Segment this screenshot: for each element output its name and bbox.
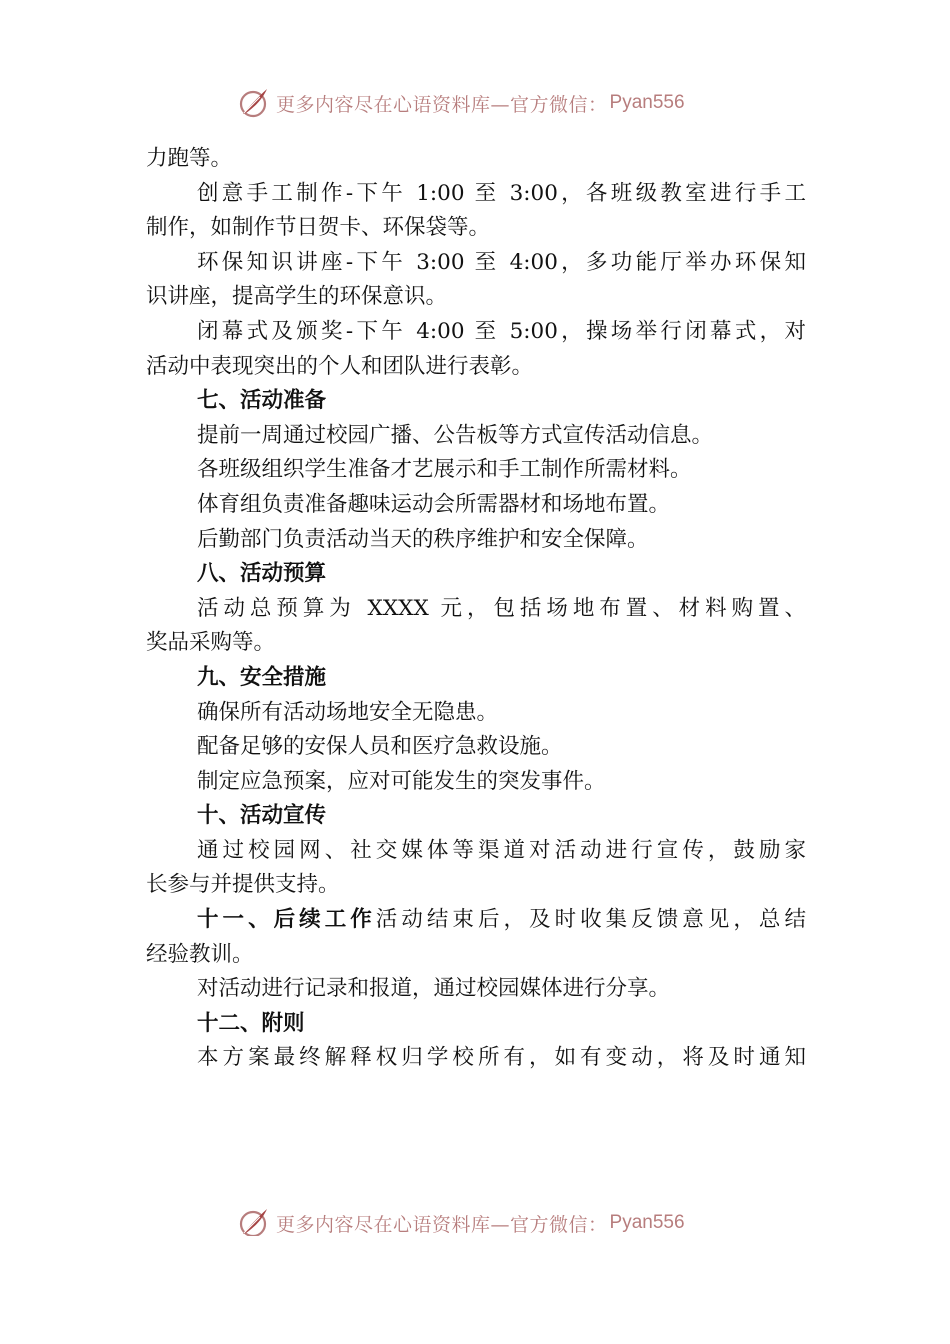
section-heading-8: 八、活动预算	[197, 561, 327, 587]
section-heading-10: 十、活动宣传	[197, 803, 327, 829]
paragraph-line: 长参与并提供支持。	[146, 872, 340, 898]
paragraph-line-with-heading-11	[146, 903, 806, 938]
paragraph-line: 奖品采购等。	[146, 630, 276, 656]
paragraph-line: 活动总预算为 XXXX 元，包括场地布置、材料购置、	[197, 595, 806, 621]
paragraph-line: 创意手工制作-下午 1:00 至 3:00，各班级教室进行手工	[197, 180, 806, 206]
paragraph-line: 环保知识讲座-下午 3:00 至 4:00，多功能厅举办环保知	[197, 249, 806, 275]
paragraph-line: 闭幕式及颁奖-下午 4:00 至 5:00，操场举行闭幕式，对	[197, 318, 806, 344]
quill-pen-logo-icon	[236, 1206, 270, 1236]
paragraph-line: 力跑等。	[146, 146, 233, 171]
paragraph-line: 识讲座，提高学生的环保意识。	[146, 284, 448, 310]
section-heading-12: 十二、附则	[197, 1010, 305, 1036]
document-body	[146, 142, 806, 1076]
watermark-footer	[236, 1206, 685, 1236]
paragraph-line: 经验教训。	[146, 941, 254, 967]
watermark-text: 更多内容尽在心语资料库—官方微信：	[276, 93, 608, 116]
paragraph-line: 通过校园网、社交媒体等渠道对活动进行宣传，鼓励家	[197, 837, 806, 863]
paragraph-text: 活动结束后，及时收集反馈意见，总结	[375, 907, 806, 933]
section-heading-9: 九、安全措施	[197, 664, 327, 690]
paragraph-line: 提前一周通过校园广播、公告板等方式宣传活动信息。	[197, 422, 714, 448]
paragraph-line: 确保所有活动场地安全无隐患。	[197, 699, 499, 725]
paragraph-line: 后勤部门负责活动当天的秩序维护和安全保障。	[197, 526, 649, 552]
section-heading-11: 十一、后续工作	[197, 907, 376, 933]
paragraph-line: 制定应急预案，应对可能发生的突发事件。	[197, 768, 606, 794]
watermark-text: 更多内容尽在心语资料库—官方微信：	[276, 1213, 608, 1236]
quill-pen-logo-icon	[236, 86, 270, 120]
paragraph-line: 制作，如制作节日贺卡、环保袋等。	[146, 215, 491, 241]
paragraph-line: 对活动进行记录和报道，通过校园媒体进行分享。	[197, 976, 671, 1002]
watermark-header	[236, 86, 685, 120]
paragraph-line: 配备足够的安保人员和医疗急救设施。	[197, 734, 563, 760]
section-heading-7: 七、活动准备	[197, 388, 327, 414]
watermark-wechat-id: Pyan556	[609, 92, 685, 113]
paragraph-line: 本方案最终解释权归学校所有，如有变动，将及时通知	[197, 1045, 806, 1071]
paragraph-line: 各班级组织学生准备才艺展示和手工制作所需材料。	[197, 457, 692, 483]
paragraph-line: 体育组负责准备趣味运动会所需器材和场地布置。	[197, 491, 671, 517]
watermark-wechat-id: Pyan556	[609, 1212, 685, 1233]
paragraph-line: 活动中表现突出的个人和团队进行表彰。	[146, 353, 534, 379]
